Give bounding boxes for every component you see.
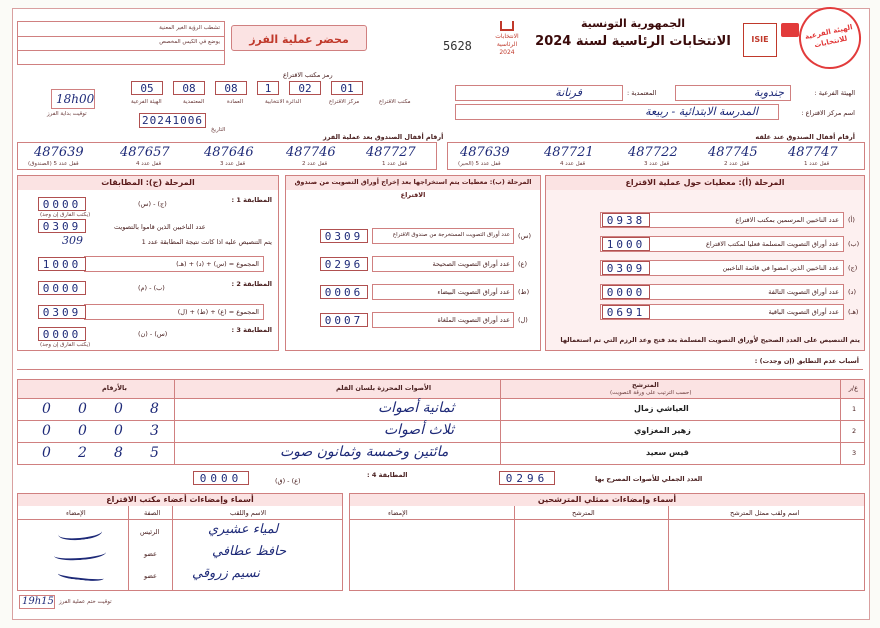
member-name: نسيم زروقي bbox=[192, 566, 260, 581]
delegation-value: فرنانة bbox=[555, 86, 582, 99]
digit-value: 0309 bbox=[38, 305, 86, 319]
value-0309 bbox=[602, 261, 650, 275]
digit-value: 1000 bbox=[38, 257, 86, 271]
reps-col-signature: الإمضاء bbox=[388, 509, 408, 517]
candidate-digit: 8 bbox=[114, 445, 123, 461]
match1-note: (يكتب الفارق إن وجد) bbox=[40, 212, 91, 218]
end-time-value: 19h15 bbox=[22, 596, 54, 607]
section-a-title: المرحلة (أ): معطيات حول عملية الاقتراع bbox=[546, 176, 864, 190]
office-signatures bbox=[17, 493, 343, 591]
candidate-name: قيس سعيد bbox=[646, 448, 689, 457]
candidate-digit: 0 bbox=[42, 445, 51, 461]
candidate-digit: 8 bbox=[150, 401, 159, 417]
office-title: أسماء وإمضاءات أعضاء مكتب الاقتراع bbox=[18, 494, 342, 506]
member-role: عضو bbox=[144, 550, 157, 558]
value-0691 bbox=[602, 305, 650, 319]
logo-text: الانتخابات الرئاسية 2024 bbox=[495, 33, 519, 56]
minutes-form bbox=[12, 8, 870, 620]
signature-scribble bbox=[57, 523, 103, 543]
office-code-digits bbox=[131, 81, 363, 95]
code-sublabel: الهيئة الفرعية bbox=[131, 99, 162, 105]
isie-text: ISIE bbox=[751, 35, 769, 44]
office-col-role: الصفة bbox=[144, 509, 161, 517]
section-a bbox=[545, 175, 865, 351]
digit-value: 0000 bbox=[193, 471, 249, 485]
digit-value: 0938 bbox=[602, 213, 650, 227]
sum2-row bbox=[84, 304, 264, 320]
row-code: (ع) bbox=[518, 260, 527, 268]
instruction-line-2: يوضع في الكيس المخصص bbox=[159, 39, 220, 45]
row-label: عدد أوراق التصويت الباقية bbox=[768, 308, 839, 316]
col-words: الأصوات المحرزة بلسان القلم bbox=[336, 384, 432, 392]
match4-formula: (ع) - (ق) bbox=[275, 477, 301, 485]
isie-logo bbox=[743, 23, 777, 57]
seals-right-box bbox=[447, 142, 865, 170]
seal-left-5: 487639 bbox=[34, 145, 84, 160]
start-time-box bbox=[51, 89, 95, 109]
digit-value: 0296 bbox=[499, 471, 555, 485]
date-value: 20241006 bbox=[139, 113, 206, 128]
code-district: 1 bbox=[257, 81, 279, 95]
row-label: عدد أوراق التصويت المستخرجة من صندوق الاقتراع bbox=[392, 232, 510, 238]
code-sublabel: مركز الاقتراع bbox=[329, 99, 360, 105]
match1-value bbox=[38, 197, 86, 211]
member-role: عضو bbox=[144, 572, 157, 580]
member-name: حافظ عطافي bbox=[212, 544, 287, 559]
match1-formula: (ج) - (س) bbox=[138, 200, 167, 208]
digit-value: 0309 bbox=[38, 219, 86, 233]
row-code: (ب) bbox=[848, 240, 860, 248]
match2-label: المطابقة 2 : bbox=[231, 280, 272, 288]
minutes-title: محضر عملية الفرز bbox=[249, 33, 349, 46]
instruction-line-1: تشطب الرؤية الغير المعنية bbox=[159, 25, 220, 31]
seal-right-label: قفل عدد 3 bbox=[644, 161, 670, 167]
total-label: العدد الجملي للأصوات المصرح بها bbox=[595, 475, 703, 483]
candidate-digit: 0 bbox=[114, 401, 123, 417]
member-name: لمياء عشيري bbox=[208, 522, 279, 537]
section-b-title: المرحلة (ب): معطيات يتم استخراجها بعد إخراج أوراق التصويت من صندوق الاقتراع bbox=[286, 176, 540, 190]
sum1-row bbox=[84, 256, 264, 272]
digit-value: 0309 bbox=[602, 261, 650, 275]
center-value: المدرسة الابتدائية - ربيعة bbox=[645, 105, 758, 118]
office-col-signature: الإمضاء bbox=[66, 509, 86, 517]
candidate-digit: 2 bbox=[78, 445, 87, 461]
candidate-digit: 0 bbox=[42, 423, 51, 439]
candidate-words: مائتين وخمسة وثمانون صوت bbox=[280, 444, 449, 460]
seal-left-4: 487657 bbox=[120, 145, 170, 160]
seals-right-title: أرقام أقفال الصندوق عند غلقه bbox=[755, 133, 855, 141]
seal-right-label: قفل عدد 2 bbox=[724, 161, 750, 167]
seal-left-3: 487646 bbox=[204, 145, 254, 160]
match3-value bbox=[38, 327, 86, 341]
delegation-field bbox=[455, 85, 623, 101]
digit-value: 0006 bbox=[320, 285, 368, 299]
reps-col-candidate: المترشح bbox=[572, 509, 595, 517]
section-b-row bbox=[372, 256, 514, 272]
instructions-box bbox=[17, 21, 225, 65]
col-num: ع/ر bbox=[848, 384, 858, 392]
seals-left-title: أرقام أقفال الصندوق بعد عملية الفرز bbox=[323, 133, 444, 141]
row-code: (هـ) bbox=[848, 308, 859, 316]
row-code: (ط) bbox=[518, 288, 530, 296]
match1-label: المطابقة 1 : bbox=[231, 196, 272, 204]
digit-value: 0000 bbox=[38, 197, 86, 211]
seal-right-label: قفل عدد 1 bbox=[804, 161, 830, 167]
digit-value: 0296 bbox=[320, 257, 368, 271]
seal-right-2: 487745 bbox=[708, 145, 758, 160]
digit-value: 0000 bbox=[38, 281, 86, 295]
candidate-num: 2 bbox=[852, 427, 857, 435]
row-code: (د) bbox=[848, 288, 856, 296]
voters-value bbox=[38, 219, 86, 233]
candidate-name: العياشي زمال bbox=[634, 404, 689, 413]
serial-number: 5628 bbox=[443, 39, 472, 53]
branch-value: جندوبة bbox=[753, 86, 784, 99]
row-code: (ج) bbox=[848, 264, 858, 272]
seal-left-2: 487746 bbox=[286, 145, 336, 160]
seal-right-4: 487721 bbox=[544, 145, 594, 160]
code-delegation: 08 bbox=[173, 81, 205, 95]
code-office: 01 bbox=[331, 81, 363, 95]
seal-right-label: قفل عدد 4 bbox=[560, 161, 586, 167]
value-0000 bbox=[602, 285, 650, 299]
office-code-label: رمز مكتب الاقتراع bbox=[283, 71, 333, 79]
col-candidate-sub: (حسب الترتيب على ورقة التصويت) bbox=[610, 390, 692, 396]
seal-left-label: قفل عدد 4 bbox=[136, 161, 162, 167]
col-digits: بالأرقام bbox=[102, 384, 127, 392]
match2-value bbox=[38, 281, 86, 295]
note-match1: يتم التنصيص عليه اذا كانت نتيجة المطابقة عدد 1 bbox=[141, 238, 272, 246]
row-label: عدد الناخبين المرسمين بمكتب الاقتراع bbox=[735, 216, 839, 224]
value-spoiled bbox=[320, 313, 368, 327]
reps-title: أسماء وإمضاءات ممثلي المترشحين bbox=[350, 494, 864, 506]
office-col-name: الاسم واللقب bbox=[230, 509, 267, 517]
row-label: عدد أوراق التصويت الملغاة bbox=[437, 316, 510, 324]
election-logo bbox=[489, 17, 525, 61]
code-sublabel: المعتمدية bbox=[183, 99, 205, 105]
end-time-box bbox=[19, 595, 55, 609]
code-sector: 08 bbox=[215, 81, 247, 95]
match3-label: المطابقة 3 : bbox=[231, 326, 272, 334]
digit-value: 0691 bbox=[602, 305, 650, 319]
section-b bbox=[285, 175, 541, 351]
seal-right-3: 487722 bbox=[628, 145, 678, 160]
match3-note: (يكتب الفارق إن وجد) bbox=[40, 342, 91, 348]
candidate-words: ثلاث أصوات bbox=[384, 422, 454, 438]
code-center: 02 bbox=[289, 81, 321, 95]
center-field bbox=[455, 104, 779, 120]
voters-extra: 309 bbox=[62, 234, 83, 247]
match3-formula: (س) - (ن) bbox=[138, 330, 168, 338]
candidate-digit: 0 bbox=[78, 401, 87, 417]
stamp-text: الهيئة الفرعية للانتخابات bbox=[804, 23, 854, 50]
candidates-header bbox=[18, 380, 864, 398]
candidate-digit: 0 bbox=[42, 401, 51, 417]
total-value bbox=[499, 471, 555, 485]
candidate-words: ثمانية أصوات bbox=[378, 400, 455, 416]
match4-label: المطابقة 4 : bbox=[367, 471, 408, 479]
section-b-row bbox=[372, 284, 514, 300]
digit-value: 0000 bbox=[602, 285, 650, 299]
flag-icon bbox=[781, 23, 799, 37]
code-branch: 05 bbox=[131, 81, 163, 95]
election-title: الانتخابات الرئاسية لسنة 2024 bbox=[535, 34, 731, 49]
row-code: (س) bbox=[518, 232, 532, 240]
code-sublabel: مكتب الاقتراع bbox=[379, 99, 411, 105]
seal-right-1: 487747 bbox=[788, 145, 838, 160]
candidate-digit: 3 bbox=[150, 423, 159, 439]
seal-left-label: قفل عدد 5 (الصندوق) bbox=[28, 161, 79, 167]
sum1-label: المجموع = (س) + (د) + (هـ) bbox=[176, 260, 259, 268]
section-c-title: المرحلة (ج): المطابقات bbox=[18, 176, 278, 190]
sum2-label: المجموع = (ع) + (ط) + (ل) bbox=[177, 308, 259, 316]
seal-right-5: 487639 bbox=[460, 145, 510, 160]
digit-value: 0007 bbox=[320, 313, 368, 327]
seal-left-label: قفل عدد 2 bbox=[302, 161, 328, 167]
row-code: (أ) bbox=[848, 216, 855, 224]
member-role: الرئيس bbox=[140, 528, 160, 536]
col-candidate: المترشح bbox=[632, 381, 659, 389]
seal-left-1: 487727 bbox=[366, 145, 416, 160]
row-label: عدد أوراق التصويت البيضاء bbox=[437, 288, 510, 296]
candidates-table bbox=[17, 379, 865, 465]
value-valid bbox=[320, 257, 368, 271]
branch-label: الهيئة الفرعية : bbox=[814, 89, 855, 97]
sum2-value bbox=[38, 305, 86, 319]
code-sublabel: العمادة bbox=[227, 99, 244, 105]
mismatch-label: أسباب عدم التطابق (إن وجدت) : bbox=[754, 357, 859, 365]
row-label: عدد أوراق التصويت المسلمة فعليا لمكتب الاقتراع bbox=[705, 240, 839, 248]
candidate-digit: 0 bbox=[78, 423, 87, 439]
match4-value bbox=[193, 471, 249, 485]
start-time-label: توقيت بداية الفرز bbox=[47, 111, 87, 117]
match2-formula: (ب) - (م) bbox=[138, 284, 165, 292]
seal-right-label: قفل عدد 5 (الحبر) bbox=[458, 161, 501, 167]
digit-value: 1000 bbox=[602, 237, 650, 251]
seal-left-label: قفل عدد 1 bbox=[382, 161, 408, 167]
seal-left-label: قفل عدد 3 bbox=[220, 161, 246, 167]
candidate-name: زهير المغزاوي bbox=[634, 426, 691, 435]
start-time-value: 18h00 bbox=[56, 92, 95, 106]
sum1-value bbox=[38, 257, 86, 271]
reps-signatures bbox=[349, 493, 865, 591]
end-time-label: توقيت ختم عملية الفرز bbox=[59, 599, 112, 605]
delegation-label: المعتمدية : bbox=[627, 89, 657, 97]
candidate-num: 3 bbox=[852, 449, 857, 457]
row-label: عدد أوراق التصويت الصحيحة bbox=[432, 260, 510, 268]
value-1000 bbox=[602, 237, 650, 251]
row-code: (ل) bbox=[518, 316, 528, 324]
row-label: عدد الناخبين الذين امضوا في قائمة الناخبين bbox=[722, 264, 839, 272]
candidate-num: 1 bbox=[852, 405, 857, 413]
official-stamp bbox=[793, 1, 867, 75]
candidate-digit: 5 bbox=[150, 445, 159, 461]
code-sublabel: الدائرة الانتخابية bbox=[265, 99, 302, 105]
minutes-title-box bbox=[231, 25, 367, 51]
reps-col-name: اسم ولقب ممثل المترشح bbox=[730, 509, 800, 517]
ballot-icon bbox=[500, 21, 514, 31]
section-b-row bbox=[372, 312, 514, 328]
seals-left-box bbox=[17, 142, 437, 170]
center-label: اسم مركز الاقتراع : bbox=[801, 109, 855, 117]
branch-field bbox=[675, 85, 791, 101]
row-label: عدد أوراق التصويت التالفة bbox=[768, 288, 839, 296]
value-extracted bbox=[320, 229, 368, 243]
digit-value: 0000 bbox=[38, 327, 86, 341]
value-0938 bbox=[602, 213, 650, 227]
digit-value: 0309 bbox=[320, 229, 368, 243]
section-a-note: يتم التنصيص على العدد الصحيح لأوراق التصويت المسلمة بعد فتح وعد الرزم التي تم استعمالها bbox=[560, 336, 860, 344]
candidate-digit: 0 bbox=[114, 423, 123, 439]
voters-label: عدد الناخبين الذين قاموا بالتصويت bbox=[114, 223, 206, 231]
date-label: التاريخ bbox=[211, 127, 226, 133]
section-b-row bbox=[372, 228, 514, 244]
section-c bbox=[17, 175, 279, 351]
signature-scribble bbox=[58, 568, 105, 583]
signature-scribble bbox=[54, 546, 107, 562]
value-blank bbox=[320, 285, 368, 299]
republic-title: الجمهورية التونسية bbox=[580, 17, 686, 30]
